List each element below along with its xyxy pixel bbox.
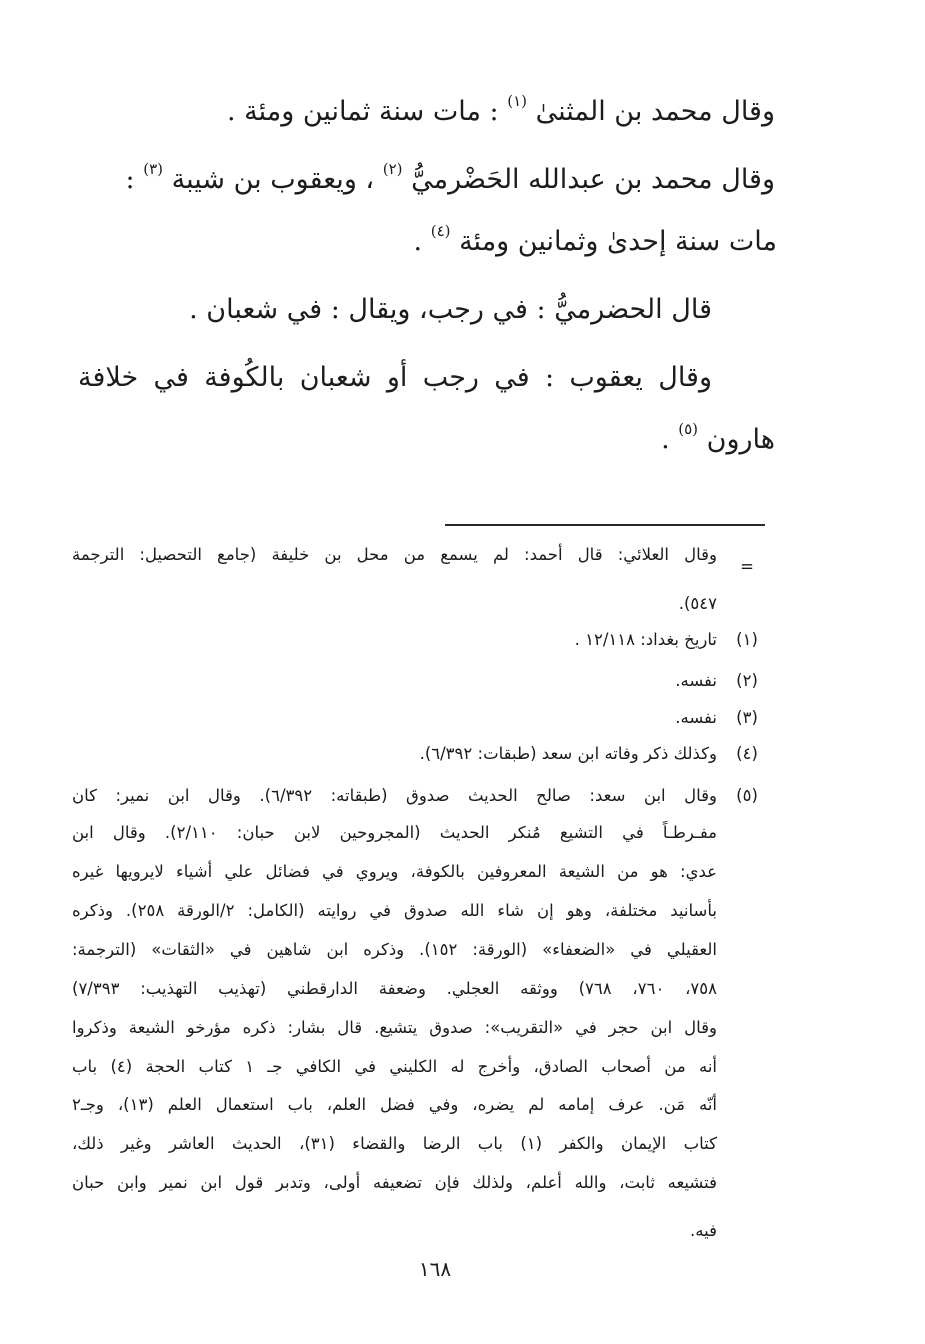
- footnote-text-3: نفسه.: [675, 708, 717, 727]
- footnote-5-line-12: فيه.: [690, 1221, 717, 1240]
- main-text-line-6: [135, 420, 775, 460]
- main-line-2-text: وقال محمد بن عبدالله الحَضْرميُّ: [411, 164, 775, 195]
- main-text-line-5: [78, 358, 712, 398]
- main-line-2-tail2: :: [125, 164, 135, 195]
- main-line-4-text: قال الحضرميُّ : في رجب، ويقال : في شعبان .: [189, 294, 712, 325]
- main-line-2-tail: ، ويعقوب بن شيبة: [171, 164, 375, 195]
- footnote-ref-5[interactable]: (٥): [678, 420, 699, 438]
- main-text-line-2: [125, 160, 775, 200]
- footnote-ref-4[interactable]: (٤): [430, 222, 451, 240]
- main-line-6-tail: .: [661, 424, 670, 455]
- footnote-5-line-10: كتاب الإيمان والكفر (١) باب الرضا والقضاء (٣١)، الحديث العاشر وغير ذلك،: [72, 1134, 718, 1153]
- footnote-continuation-line-2: ٥٤٧).: [678, 594, 717, 613]
- footnote-5-line-2: مفـرطـاً في التشيع مُنكر الحديث (المجروحين لابن حبان: ٢/١١٠). وقال ابن: [72, 823, 717, 842]
- footnote-ref-3[interactable]: (٣): [143, 160, 164, 178]
- footnote-number-3: (٣): [736, 708, 758, 727]
- footnote-5-line-9: أنّه مَن. عرف إمامه لم يضره، وفي فضل العلم، باب استعمال العلم (١٣)، وجـ٢: [72, 1095, 717, 1114]
- footnote-5-line-6: ٧٥٨، ٧٦٠، ٧٦٨) ووثقه العجلي. وضعفة الدارقطني (تهذيب التهذيب: ٧/٣٩٣): [72, 979, 717, 998]
- footnote-number-1: (١): [736, 630, 758, 649]
- page-number: ١٦٨: [418, 1257, 452, 1281]
- continuation-marker: =: [740, 557, 754, 576]
- footnote-5-line-3: عدي: هو من الشيعة المعروفين بالكوفة، ويروي في فضائل علي أشياء لايرويها غيره: [72, 862, 717, 881]
- main-text-line-4: [135, 290, 712, 330]
- footnote-number-4: (٤): [736, 744, 758, 763]
- footnote-text-1: تاريخ بغداد: ١٢/١١٨ .: [574, 630, 717, 649]
- footnote-5-line-1: وقال ابن سعد: صالح الحديث صدوق (طبقاته: ٦/٣٩٢). وقال ابن نمير: كان: [72, 786, 718, 805]
- main-line-1-tail: : مات سنة ثمانين ومئة .: [226, 96, 499, 127]
- main-line-3-text: مات سنة إحدىٰ وثمانين ومئة: [459, 226, 777, 257]
- footnote-text-4: وكذلك ذكر وفاته ابن سعد (طبقات: ٦/٣٩٢).: [419, 744, 717, 763]
- footnote-continuation-line-1: وقال العلائي: قال أحمد: لم يسمع من محل بن خليفة (جامع التحصيل: الترجمة: [72, 545, 717, 564]
- footnote-separator-rule: [445, 524, 765, 526]
- footnote-5-line-5: العقيلي في «الضعفاء» (الورقة: ١٥٢). وذكره ابن شاهين في «الثقات» (الترجمة:: [72, 940, 717, 959]
- main-line-3-tail: .: [413, 226, 423, 257]
- main-text-line-1: [135, 92, 775, 132]
- main-line-5-text: وقال يعقوب : في رجب أو شعبان بالكُوفة في خلافة: [78, 362, 712, 393]
- footnote-text-2: نفسه.: [675, 671, 717, 690]
- main-line-1-text: وقال محمد بن المثنىٰ: [535, 96, 775, 127]
- footnote-5-line-7: وقال ابن حجر في «التقريب»: صدوق يتشيع. قال بشار: ذكره مؤرخو الشيعة وذكروا: [72, 1018, 717, 1037]
- footnote-ref-2[interactable]: (٢): [382, 160, 403, 178]
- main-text-line-3: [135, 222, 777, 262]
- footnote-5-line-11: فتشيعه ثابت، والله أعلم، ولذلك فإن تضعيفه أولى، وتدبر قول ابن نمير وابن حبان: [72, 1173, 717, 1192]
- footnote-5-line-8: أنه من أصحاب الصادق، وأخرج له الكليني في الكافي جـ ١ كتاب الحجة (٤) باب: [72, 1057, 717, 1076]
- main-line-6-text: هارون: [706, 424, 775, 455]
- footnote-number-5: (٥): [736, 786, 758, 805]
- footnote-ref-1[interactable]: (١): [507, 92, 527, 110]
- footnote-5-line-4: بأسانيد مختلفة، وهو إن شاء الله صدوق في روايته (الكامل: ٢/الورقة ٢٥٨). وذكره: [72, 901, 717, 920]
- footnote-number-2: (٢): [736, 671, 758, 690]
